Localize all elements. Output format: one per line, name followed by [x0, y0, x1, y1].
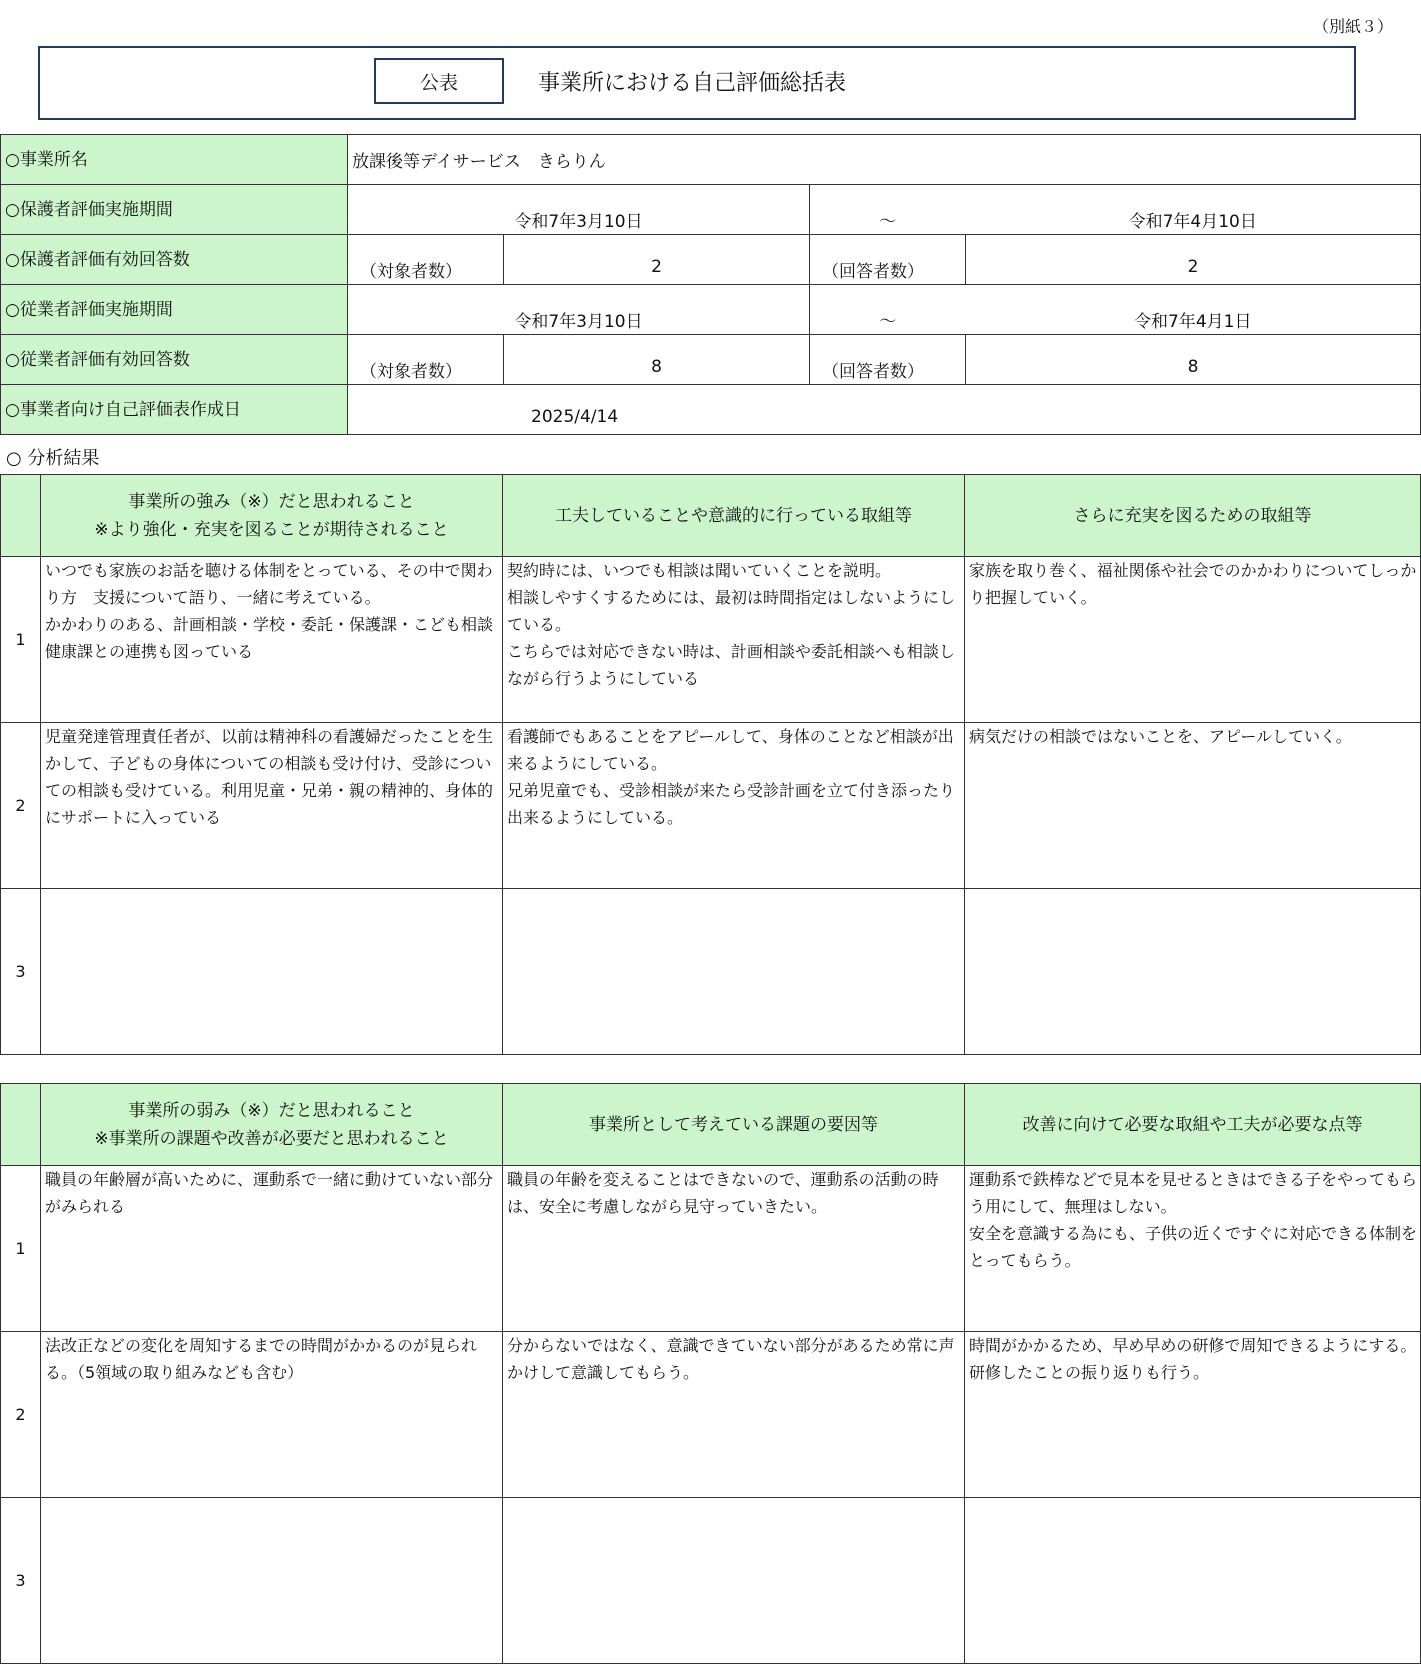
cause-cell: 分からないではなく、意識できていない部分があるため常に声かけして意識してもらう。 — [503, 1332, 965, 1498]
row-number: 3 — [1, 1498, 41, 1664]
weaknesses-table — [0, 1083, 1421, 1664]
cause-cell — [503, 1498, 965, 1664]
staff-answers: 8 — [966, 335, 1421, 385]
created-date: 2025/4/14 — [348, 385, 1421, 435]
weakness-cell: 職員の年齢層が高いために、運動系で一緒に動けていない部分がみられる — [41, 1166, 503, 1332]
staff-answer-label: （回答者数） — [810, 335, 966, 385]
row-number: 1 — [1, 557, 41, 723]
table-row — [1, 1332, 1421, 1498]
title-box — [38, 46, 1356, 120]
staff-period-start: 令和7年3月10日 — [348, 285, 810, 335]
info-table — [0, 134, 1421, 435]
analysis-title: ○ 分析結果 — [6, 448, 100, 469]
strengths-header-3: さらに充実を図るための取組等 — [965, 475, 1421, 557]
strengths-header-num — [1, 475, 41, 557]
staff-target: 8 — [504, 335, 810, 385]
row-number: 1 — [1, 1166, 41, 1332]
strengths-header-1: 事業所の強み（※）だと思われること ※より強化・充実を図ることが期待されること — [41, 475, 503, 557]
enhancement-cell: 病気だけの相談ではないことを、アピールしていく。 — [965, 723, 1421, 889]
guardian-answer-label: （回答者数） — [810, 235, 966, 285]
table-row — [1, 889, 1421, 1055]
office-name: 放課後等デイサービス きらりん — [348, 135, 1421, 185]
office-name-label: ○事業所名 — [1, 135, 348, 185]
guardian-answers: 2 — [966, 235, 1421, 285]
guardian-period-label: ○保護者評価実施期間 — [1, 185, 348, 235]
strengths-table — [0, 474, 1421, 1055]
table-row — [1, 723, 1421, 889]
improvement-cell: 時間がかかるため、早め早めの研修で周知できるようにする。研修したことの振り返りも行う。 — [965, 1332, 1421, 1498]
staff-target-label: （対象者数） — [348, 335, 504, 385]
guardian-target: 2 — [504, 235, 810, 285]
staff-period-sep: ～ — [810, 285, 966, 335]
table-row — [1, 557, 1421, 723]
staff-count-label: ○従業者評価有効回答数 — [1, 335, 348, 385]
strength-cell: 児童発達管理責任者が、以前は精神科の看護婦だったことを生かして、子どもの身体についての相談も受け付け、受診についての相談も受けている。利用児童・兄弟・親の精神的、身体的にサポートに入っている — [41, 723, 503, 889]
table-row — [1, 1166, 1421, 1332]
guardian-period-start: 令和7年3月10日 — [348, 185, 810, 235]
page-title: 事業所における自己評価総括表 — [538, 71, 847, 96]
enhancement-cell: 家族を取り巻く、福祉関係や社会でのかかわりについてしっかり把握していく。 — [965, 557, 1421, 723]
guardian-target-label: （対象者数） — [348, 235, 504, 285]
row-number: 3 — [1, 889, 41, 1055]
staff-period-label: ○従業者評価実施期間 — [1, 285, 348, 335]
weaknesses-header-1: 事業所の弱み（※）だと思われること ※事業所の課題や改善が必要だと思われること — [41, 1084, 503, 1166]
guardian-period-end: 令和7年4月10日 — [966, 185, 1421, 235]
enhancement-cell — [965, 889, 1421, 1055]
strength-cell: いつでも家族のお話を聴ける体制をとっている、その中で関わり方 支援について語り、一緒に考えている。 かかわりのある、計画相談・学校・委託・保護課・こども相談健康課との連携も図っている — [41, 557, 503, 723]
effort-cell — [503, 889, 965, 1055]
weakness-cell: 法改正などの変化を周知するまでの時間がかかるのが見られる。（5領域の取り組みなども含む） — [41, 1332, 503, 1498]
publication-badge: 公表 — [374, 58, 504, 104]
weaknesses-header-3: 改善に向けて必要な取組や工夫が必要な点等 — [965, 1084, 1421, 1166]
effort-cell: 契約時には、いつでも相談は聞いていくことを説明。 相談しやすくするためには、最初は時間指定はしないようにしている。 こちらでは対応できない時は、計画相談や委託相談へも相談しながら行うようにしている — [503, 557, 965, 723]
cause-cell: 職員の年齢を変えることはできないので、運動系の活動の時は、安全に考慮しながら見守っていきたい。 — [503, 1166, 965, 1332]
improvement-cell — [965, 1498, 1421, 1664]
effort-cell: 看護師でもあることをアピールして、身体のことなど相談が出来るようにしている。 兄弟児童でも、受診相談が来たら受診計画を立て付き添ったり出来るようにしている。 — [503, 723, 965, 889]
guardian-period-sep: ～ — [810, 185, 966, 235]
weaknesses-header-2: 事業所として考えている課題の要因等 — [503, 1084, 965, 1166]
strength-cell — [41, 889, 503, 1055]
row-number: 2 — [1, 723, 41, 889]
staff-period-end: 令和7年4月1日 — [966, 285, 1421, 335]
weaknesses-header-num — [1, 1084, 41, 1166]
table-row — [1, 1498, 1421, 1664]
row-number: 2 — [1, 1332, 41, 1498]
strengths-header-2: 工夫していることや意識的に行っている取組等 — [503, 475, 965, 557]
annex-label: （別紙３） — [1312, 17, 1393, 36]
created-label: ○事業者向け自己評価表作成日 — [1, 385, 348, 435]
guardian-count-label: ○保護者評価有効回答数 — [1, 235, 348, 285]
improvement-cell: 運動系で鉄棒などで見本を見せるときはできる子をやってもらう用にして、無理はしない。 安全を意識する為にも、子供の近くですぐに対応できる体制をとってもらう。 — [965, 1166, 1421, 1332]
weakness-cell — [41, 1498, 503, 1664]
